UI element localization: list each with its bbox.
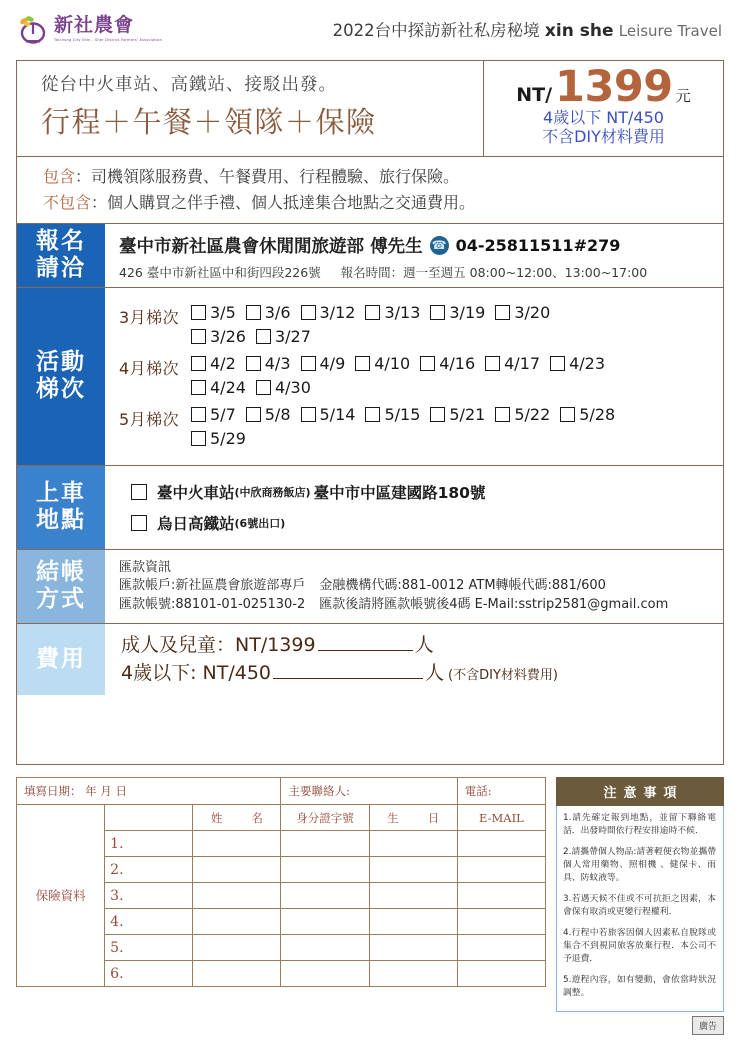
- boarding-station-name: 臺中火車站: [157, 483, 235, 502]
- price-child-note-2: 不含DIY材料費用: [542, 127, 665, 147]
- row-index: 2.: [105, 857, 193, 883]
- schedule-section: [17, 288, 723, 466]
- page-title-chinese: 2022台中探訪新社私房秘境: [332, 21, 540, 40]
- row-index: 6.: [105, 961, 193, 987]
- hero-text: [17, 61, 483, 156]
- schedule-group: [119, 354, 715, 402]
- contact-main-row: [119, 233, 715, 258]
- price-child-note-1: 4歲以下 NT/450: [543, 107, 664, 127]
- schedule-group-name: 3月梯次: [119, 307, 180, 327]
- boarding-body: [105, 466, 723, 549]
- date-checkbox-option[interactable]: [301, 405, 356, 424]
- checkbox-icon[interactable]: [301, 356, 316, 371]
- payment-label: [17, 550, 105, 623]
- fill-date-field[interactable]: 填寫日期： 年 月 日: [17, 778, 281, 805]
- schedule-body: [105, 288, 723, 465]
- telephone-icon: ☎: [430, 236, 449, 255]
- checkbox-icon[interactable]: [256, 329, 271, 344]
- checkbox-icon[interactable]: [131, 484, 147, 500]
- exclusion-line: [43, 190, 723, 216]
- checkbox-icon[interactable]: [495, 407, 510, 422]
- date-checkbox-option[interactable]: [246, 303, 291, 322]
- price-amount: 1399: [555, 62, 673, 112]
- column-header-birth-right: 日: [427, 810, 440, 825]
- cell-birthday[interactable]: [369, 831, 457, 857]
- checkbox-icon[interactable]: [365, 407, 380, 422]
- contact-label: [17, 224, 105, 287]
- date-label: 3/13: [384, 302, 421, 322]
- date-label: 3/12: [319, 302, 356, 322]
- payment-row-2: [119, 596, 715, 614]
- cell-birthday[interactable]: [369, 883, 457, 909]
- date-label: 3/20: [514, 302, 551, 322]
- date-checkbox-option[interactable]: [355, 354, 410, 373]
- schedule-date-line: [191, 303, 715, 327]
- row-index: 1.: [105, 831, 193, 857]
- cell-name[interactable]: [193, 857, 281, 883]
- checkbox-icon[interactable]: [256, 380, 271, 395]
- contact-address: 426 臺中市新社區中和街四段226號: [119, 264, 321, 280]
- date-checkbox-option[interactable]: [365, 405, 420, 424]
- cell-birthday[interactable]: [369, 935, 457, 961]
- price-currency: NT/: [516, 84, 553, 106]
- date-label: 3/5: [210, 302, 236, 322]
- payment-body: [105, 550, 723, 623]
- schedule-group: [119, 303, 715, 351]
- schedule-date-list: [191, 303, 715, 351]
- form-meta-row: [17, 778, 546, 805]
- boarding-option[interactable]: [131, 512, 715, 534]
- notice-item: 4.行程中若旅客因個人因素私自脫隊或集合不到視同旅客放棄行程．本公司不予退費．: [563, 927, 716, 965]
- payment-account-name: 匯款帳戶:新社區農會旅遊部專戶: [119, 578, 306, 594]
- insurance-form-table: [16, 777, 546, 1012]
- date-label: 3/27: [274, 326, 311, 346]
- cell-name[interactable]: [193, 831, 281, 857]
- boarding-label-line2: 地點: [36, 507, 86, 534]
- table-header-row: [17, 805, 546, 831]
- contact-organization: 臺中市新社區農會休閒閒旅遊部 傅先生: [119, 236, 423, 257]
- date-label: 4/30: [274, 377, 311, 397]
- date-label: 5/15: [384, 404, 421, 424]
- checkbox-icon[interactable]: [131, 515, 147, 531]
- contact-section: [17, 224, 723, 288]
- schedule-group-name: 5月梯次: [119, 409, 180, 429]
- date-checkbox-option[interactable]: [246, 405, 291, 424]
- checkbox-icon[interactable]: [191, 356, 206, 371]
- fee-label: [17, 624, 105, 695]
- date-label: 5/8: [264, 404, 291, 424]
- checkbox-icon[interactable]: [430, 407, 445, 422]
- hero-section: [17, 61, 723, 157]
- cell-name[interactable]: [193, 883, 281, 909]
- date-checkbox-option[interactable]: [430, 303, 485, 322]
- cell-id[interactable]: [281, 909, 369, 935]
- schedule-date-list: [191, 405, 715, 453]
- schedule-groups: [119, 303, 715, 453]
- boarding-station-name: 烏日高鐵站: [157, 514, 235, 533]
- date-label: 4/24: [210, 377, 246, 397]
- hero-package-line: 行程＋午餐＋領隊＋保險: [41, 105, 377, 139]
- column-header-name-left: 姓: [210, 810, 223, 825]
- page-title-brand: xin she: [544, 21, 614, 41]
- cell-id[interactable]: [281, 961, 369, 987]
- date-checkbox-option[interactable]: [430, 405, 485, 424]
- schedule-date-line: [191, 327, 715, 351]
- checkbox-icon[interactable]: [560, 407, 575, 422]
- cell-email[interactable]: [457, 883, 545, 909]
- boarding-options: [119, 481, 715, 534]
- notice-item: 1.請先確定報到地點，並留下聯絡電話．出發時間依行程安排逾時不候．: [563, 813, 716, 837]
- phone-field[interactable]: 電話:: [457, 778, 545, 805]
- schedule-date-line: [191, 354, 715, 378]
- payment-bank-code: 金融機構代碼:881-0012 ATM轉帳代碼:881/600: [319, 578, 606, 594]
- boarding-station-address: 臺中市中區建國路180號: [313, 483, 486, 502]
- logo-text-chinese: 新社農會: [54, 14, 135, 36]
- cell-email[interactable]: [457, 961, 545, 987]
- checkbox-icon[interactable]: [485, 356, 500, 371]
- fee-adult-unit: 人: [414, 634, 434, 657]
- fee-child-note: (不含DIY材料費用): [448, 667, 558, 683]
- boarding-option[interactable]: [131, 481, 715, 503]
- notices-panel: [556, 777, 724, 1012]
- notice-item: 3.若遇天候不佳或不可抗拒之因素，本會保有取消或更變行程權利．: [563, 893, 716, 918]
- date-label: 4/23: [569, 353, 605, 373]
- date-label: 4/2: [210, 353, 236, 373]
- date-label: 4/3: [264, 353, 291, 373]
- cell-birthday[interactable]: [369, 961, 457, 987]
- checkbox-icon[interactable]: [191, 380, 206, 395]
- date-checkbox-option[interactable]: [495, 303, 550, 322]
- notice-item: 5.遊程內容，如有變動，會依當時狀況調整。: [563, 974, 716, 998]
- column-header-birthday: [369, 805, 457, 831]
- price-box: [483, 61, 723, 156]
- contact-label-line2: 請洽: [36, 255, 86, 282]
- date-checkbox-option[interactable]: [365, 303, 420, 322]
- fee-adult-label: 成人及兒童：NT/1399: [121, 634, 316, 657]
- exclusion-text: ：個人購買之伴手禮、個人抵達集合地點之交通費用。: [91, 192, 476, 212]
- schedule-group: [119, 405, 715, 453]
- boarding-station-note: (6號出口): [234, 516, 286, 530]
- date-checkbox-option[interactable]: [246, 354, 291, 373]
- schedule-date-line: [191, 378, 715, 402]
- payment-section: [17, 550, 723, 624]
- cell-name[interactable]: [193, 935, 281, 961]
- cell-id[interactable]: [281, 935, 369, 961]
- row-index-header: [105, 805, 193, 831]
- price-unit: 元: [675, 87, 691, 105]
- checkbox-icon[interactable]: [301, 407, 316, 422]
- date-label: 5/22: [514, 404, 551, 424]
- column-header-birth-left: 生: [387, 810, 399, 825]
- date-checkbox-option[interactable]: [420, 354, 475, 373]
- schedule-label-line1: 活動: [36, 349, 86, 376]
- page-title: [316, 17, 722, 41]
- date-label: 3/6: [264, 302, 291, 322]
- checkbox-icon[interactable]: [246, 305, 261, 320]
- main-contact-field[interactable]: 主要聯絡人:: [281, 778, 457, 805]
- checkbox-icon[interactable]: [246, 407, 261, 422]
- date-label: 5/7: [210, 404, 236, 424]
- checkbox-icon[interactable]: [191, 431, 206, 446]
- row-index: 3.: [105, 883, 193, 909]
- date-checkbox-option[interactable]: [560, 405, 615, 424]
- fee-body: [105, 624, 723, 695]
- price-main-row: [484, 62, 723, 112]
- notices-title: 注意事項: [556, 777, 724, 806]
- schedule-date-list: [191, 354, 715, 402]
- main-form-frame: [16, 60, 724, 765]
- date-checkbox-option[interactable]: [256, 327, 311, 346]
- date-label: 4/9: [319, 353, 346, 373]
- checkbox-icon[interactable]: [365, 305, 380, 320]
- cell-id[interactable]: [281, 831, 369, 857]
- boarding-station-note: (中欣商務飯店): [234, 485, 311, 499]
- date-checkbox-option[interactable]: [550, 354, 605, 373]
- date-label: 5/29: [210, 428, 246, 448]
- payment-account-number: 匯款帳號:88101-01-025130-2: [119, 596, 306, 612]
- applicant-table: [16, 777, 546, 987]
- checkbox-icon[interactable]: [191, 305, 206, 320]
- checkbox-icon[interactable]: [301, 305, 316, 320]
- inclusions-section: [17, 157, 723, 224]
- fee-adult-count-input[interactable]: [318, 637, 413, 651]
- date-checkbox-option[interactable]: [191, 405, 236, 424]
- date-label: 3/19: [449, 302, 486, 322]
- date-label: 5/28: [579, 404, 616, 424]
- logo-text-english: Taichung City Shin - Sher District Farmers' Association: [54, 38, 163, 42]
- date-checkbox-option[interactable]: [495, 405, 550, 424]
- payment-label-line2: 方式: [36, 586, 86, 613]
- fee-section: [17, 624, 723, 695]
- column-header-email: E-MAIL: [457, 805, 545, 831]
- farmers-association-logo-icon: [16, 12, 50, 46]
- cell-email[interactable]: [457, 831, 545, 857]
- schedule-label-line2: 梯次: [36, 376, 86, 403]
- cell-name[interactable]: [193, 909, 281, 935]
- date-checkbox-option[interactable]: [191, 378, 246, 397]
- schedule-date-line: [191, 405, 715, 429]
- row-index: 4.: [105, 909, 193, 935]
- cell-birthday[interactable]: [369, 857, 457, 883]
- payment-row-1: [119, 577, 715, 595]
- notice-item: 2.請攜帶個人物品:請著輕便衣物並攜帶個人常用藥物、照相機 、健保卡、雨具、防蚊液等。: [563, 846, 716, 884]
- brand-logo: [16, 12, 316, 46]
- contact-body: [105, 224, 723, 287]
- column-header-name: [193, 805, 281, 831]
- date-label: 4/16: [439, 353, 476, 373]
- insurance-side-label: 保險資料: [17, 805, 105, 987]
- contact-phone[interactable]: 04-25811511#279: [455, 235, 621, 255]
- checkbox-icon[interactable]: [246, 356, 261, 371]
- column-header-id: 身分證字號: [281, 805, 369, 831]
- boarding-label: [17, 466, 105, 549]
- date-checkbox-option[interactable]: [191, 327, 246, 346]
- fee-child-row: [121, 660, 715, 688]
- date-checkbox-option[interactable]: [191, 429, 246, 448]
- cell-email[interactable]: [457, 909, 545, 935]
- fee-adult-row: [121, 632, 715, 660]
- inclusion-text: ：司機領隊服務費、午餐費用、行程體驗、旅行保險。: [75, 167, 460, 186]
- contact-sub-row: [119, 263, 715, 281]
- checkbox-icon[interactable]: [191, 329, 206, 344]
- payment-title: 匯款資訊: [119, 559, 172, 575]
- checkbox-icon[interactable]: [191, 407, 206, 422]
- schedule-date-line: [191, 429, 715, 453]
- fee-label-text: 費用: [36, 646, 86, 673]
- inclusion-label: 包含: [43, 167, 76, 186]
- date-checkbox-option[interactable]: [191, 303, 236, 322]
- date-label: 4/17: [504, 353, 541, 373]
- cell-id[interactable]: [281, 857, 369, 883]
- checkbox-icon[interactable]: [420, 356, 435, 371]
- payment-after-note: 匯款後請將匯款帳號後4碼 E-Mail:sstrip2581@gmail.com: [319, 596, 669, 612]
- checkbox-icon[interactable]: [495, 305, 510, 320]
- contact-label-line1: 報名: [36, 228, 86, 255]
- fee-child-label: 4歲以下: NT/450: [121, 661, 272, 684]
- notices-list: [556, 806, 724, 1012]
- boarding-label-line1: 上車: [36, 480, 86, 507]
- cell-name[interactable]: [193, 961, 281, 987]
- date-label: 3/26: [210, 326, 246, 346]
- date-checkbox-option[interactable]: [191, 354, 236, 373]
- cell-id[interactable]: [281, 883, 369, 909]
- cell-birthday[interactable]: [369, 909, 457, 935]
- page-title-english: Leisure Travel: [618, 22, 722, 40]
- bottom-area: [16, 777, 724, 1032]
- date-checkbox-option[interactable]: [256, 378, 311, 397]
- inclusion-line: [43, 164, 723, 190]
- date-label: 5/14: [319, 404, 356, 424]
- fee-child-unit: 人: [425, 661, 445, 684]
- hero-departure-line: 從台中火車站、高鐵站、接駁出發。: [41, 75, 337, 95]
- fee-child-count-input[interactable]: [273, 665, 423, 679]
- checkbox-icon[interactable]: [550, 356, 565, 371]
- row-index: 5.: [105, 935, 193, 961]
- payment-label-line1: 結帳: [36, 559, 86, 586]
- cell-email[interactable]: [457, 857, 545, 883]
- date-label: 4/10: [374, 353, 411, 373]
- contact-hours: 報名時間：週一至週五 08:00~12:00、13:00~17:00: [340, 264, 648, 280]
- advertisement-badge: 廣告: [692, 1016, 724, 1035]
- boarding-section: [17, 466, 723, 550]
- date-checkbox-option[interactable]: [485, 354, 540, 373]
- schedule-group-name: 4月梯次: [119, 358, 180, 378]
- schedule-label: [17, 288, 105, 465]
- page-header: [0, 0, 740, 58]
- date-checkbox-option[interactable]: [301, 303, 356, 322]
- date-checkbox-option[interactable]: [301, 354, 346, 373]
- date-label: 5/21: [449, 404, 486, 424]
- checkbox-icon[interactable]: [355, 356, 370, 371]
- column-header-name-right: 名: [251, 810, 263, 825]
- checkbox-icon[interactable]: [430, 305, 445, 320]
- exclusion-label: 不包含: [43, 192, 92, 212]
- cell-email[interactable]: [457, 935, 545, 961]
